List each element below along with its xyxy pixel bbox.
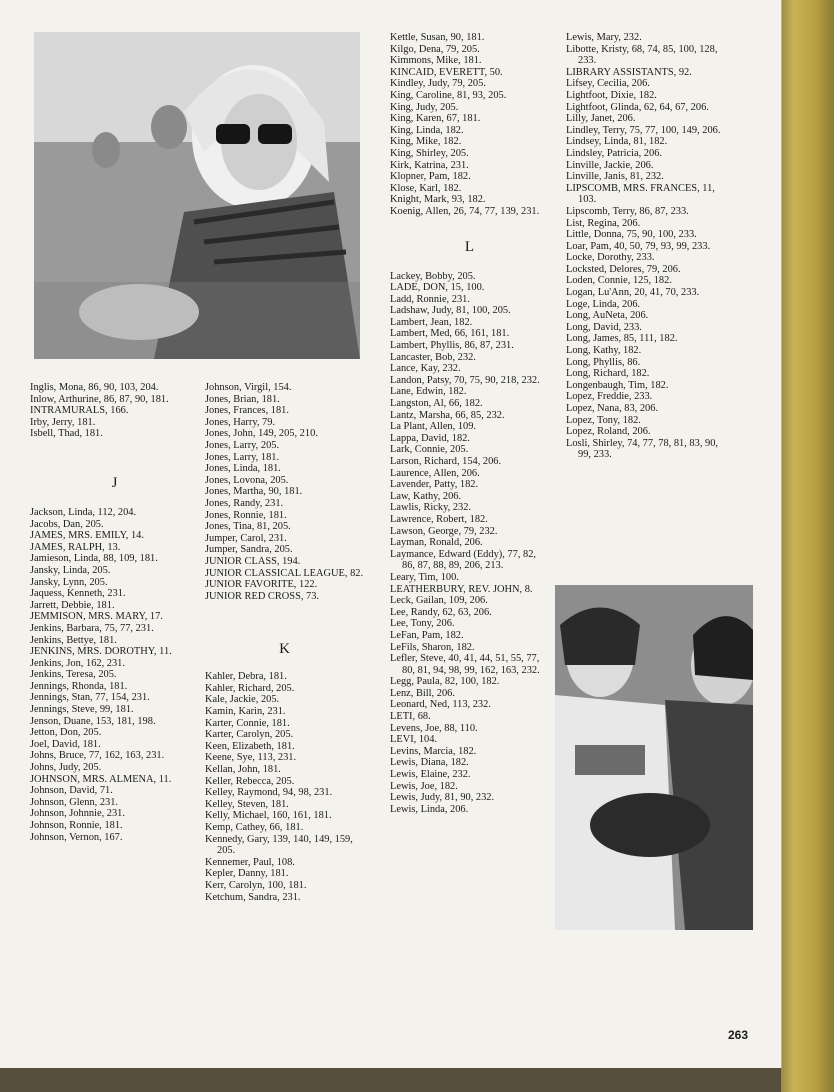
index-entry: Lee, Randy, 62, 63, 206.: [390, 606, 492, 618]
index-list-j: [30, 507, 200, 843]
index-entry: Lance, Kay, 232.: [390, 363, 461, 375]
index-entry: Ketchum, Sandra, 231.: [205, 891, 301, 903]
index-entry: Leary, Tim, 100.: [390, 571, 459, 583]
index-entry: Locksted, Delores, 79, 206.: [566, 263, 681, 275]
index-entry: Jansky, Lynn, 205.: [30, 576, 108, 588]
index-entry: Jaquess, Kenneth, 231.: [30, 588, 126, 600]
index-entry: Locke, Dorothy, 233.: [566, 252, 655, 264]
index-entry: LeFan, Pam, 182.: [390, 629, 464, 641]
index-entry: Jones, John, 149, 205, 210.: [205, 428, 318, 440]
index-entry: Lindley, Terry, 75, 77, 100, 149, 206.: [566, 124, 721, 136]
index-entry: Jarrett, Debbie, 181.: [30, 599, 115, 611]
index-entry: Long, AuNeta, 206.: [566, 310, 649, 322]
index-entry: Johnson, Johnnie, 231.: [30, 808, 125, 820]
index-entry: LEATHERBURY, REV. JOHN, 8.: [390, 583, 533, 595]
index-entry: Keen, Elizabeth, 181.: [205, 740, 295, 752]
index-entry: Jumper, Sandra, 205.: [205, 544, 293, 556]
index-entry: JOHNSON, MRS. ALMENA, 11.: [30, 773, 172, 785]
index-entry: Lindsey, Linda, 81, 182.: [566, 136, 668, 148]
index-list-j-cont: [205, 382, 365, 602]
index-entry: Lefler, Steve, 40, 41, 44, 51, 55, 77, 80, 81, 94, 98, 99, 162, 163, 232.: [390, 653, 540, 676]
index-entry: Jenkins, Teresa, 205.: [30, 669, 117, 681]
index-column-1: [30, 382, 200, 843]
index-list-k: [205, 671, 365, 903]
index-entry: Inglis, Mona, 86, 90, 103, 204.: [30, 382, 159, 393]
index-column-3: [390, 32, 550, 815]
index-entry: King, Mike, 182.: [390, 136, 462, 148]
index-entry: Lewis, Joe, 182.: [390, 780, 458, 792]
index-entry: Lambert, Med, 66, 161, 181.: [390, 328, 510, 340]
index-entry: Linville, Janis, 81, 232.: [566, 171, 664, 183]
index-entry: Koenig, Allen, 26, 74, 77, 139, 231.: [390, 205, 540, 217]
index-entry: Lenz, Bill, 206.: [390, 687, 455, 699]
index-entry: Long, Richard, 182.: [566, 368, 650, 380]
index-entry: Lavender, Patty, 182.: [390, 479, 479, 491]
section-letter-j: J: [111, 474, 119, 491]
index-entry: Jones, Brian, 181.: [205, 393, 280, 405]
section-letter-k: K: [279, 641, 291, 658]
index-entry: Lipscomb, Terry, 86, 87, 233.: [566, 205, 689, 217]
index-entry: Jones, Frances, 181.: [205, 405, 289, 417]
index-entry: Johns, Judy, 205.: [30, 762, 102, 774]
index-entry: Jones, Tina, 81, 205.: [205, 521, 291, 533]
index-entry: Levens, Joe, 88, 110.: [390, 722, 478, 734]
index-entry: Lackey, Bobby, 205.: [390, 270, 476, 282]
index-entry: Lawson, George, 79, 232.: [390, 525, 498, 537]
index-entry: Jennings, Rhonda, 181.: [30, 680, 128, 692]
index-entry: Ladshaw, Judy, 81, 100, 205.: [390, 305, 511, 317]
index-entry: Losli, Shirley, 74, 77, 78, 81, 83, 90, 99, 233.: [566, 437, 719, 461]
index-entry: INTRAMURALS, 166.: [30, 405, 129, 417]
index-entry: Johnson, Ronnie, 181.: [30, 820, 123, 831]
index-entry: Levins, Marcia, 182.: [390, 745, 477, 757]
index-entry: King, Caroline, 81, 93, 205.: [390, 89, 507, 101]
index-entry: Lightfoot, Dixie, 182.: [566, 89, 657, 101]
index-list-l-cont: [566, 32, 726, 461]
index-entry: Layman, Ronald, 206.: [390, 537, 483, 549]
index-entry: Lane, Edwin, 182.: [390, 386, 467, 398]
index-entry: Longenbaugh, Tim, 182.: [566, 379, 669, 391]
index-entry: Keene, Sye, 113, 231.: [205, 752, 297, 764]
index-entry: Kemp, Cathey, 66, 181.: [205, 822, 304, 833]
index-entry: Johnson, Vernon, 167.: [30, 831, 123, 843]
index-entry: Kellan, John, 181.: [205, 764, 281, 776]
index-column-4: [566, 32, 726, 461]
index-entry: Lambert, Jean, 182.: [390, 316, 473, 328]
index-entry: Jansky, Linda, 205.: [30, 564, 111, 576]
index-entry: Lantz, Marsha, 66, 85, 232.: [390, 409, 505, 421]
index-entry: Laurence, Allen, 206.: [390, 467, 480, 479]
section-letter-l: L: [464, 238, 476, 255]
index-entry: Jenkins, Bettye, 181.: [30, 634, 117, 646]
index-entry: JUNIOR FAVORITE, 122.: [205, 579, 318, 591]
index-column-2: [205, 382, 365, 903]
index-entry: Jones, Harry, 79.: [205, 416, 276, 428]
index-list-l: [390, 271, 550, 816]
gold-page-edge: [776, 0, 834, 1092]
index-entry: Legg, Paula, 82, 100, 182.: [390, 676, 500, 688]
index-entry: Loden, Connie, 125, 182.: [566, 275, 672, 287]
index-entry: Jones, Martha, 90, 181.: [205, 486, 303, 498]
index-entry: King, Judy, 205.: [390, 101, 459, 113]
index-entry: LEVI, 104.: [390, 734, 438, 746]
index-entry: Kirk, Katrina, 231.: [390, 159, 469, 171]
index-entry: Jumper, Carol, 231.: [205, 532, 287, 544]
index-entry: Lewis, Elaine, 232.: [390, 769, 471, 781]
index-entry: Kahler, Richard, 205.: [205, 682, 295, 694]
index-entry: LETI, 68.: [390, 711, 431, 723]
index-entry: JAMES, RALPH, 13.: [30, 541, 121, 553]
index-entry: LIPSCOMB, MRS. FRANCES, 11, 103.: [566, 182, 715, 206]
index-entry: Joel, David, 181.: [30, 738, 101, 750]
index-entry: Jones, Larry, 205.: [205, 439, 280, 451]
index-entry: Kimmons, Mike, 181.: [390, 55, 482, 67]
index-entry: Johnson, David, 71.: [30, 785, 113, 797]
index-entry: Inlow, Arthurine, 86, 87, 90, 181.: [30, 393, 169, 405]
index-entry: Libotte, Kristy, 68, 74, 85, 100, 128, 233.: [566, 43, 718, 67]
page-number: 263: [728, 1028, 749, 1042]
index-entry: Lawlis, Ricky, 232.: [390, 502, 471, 514]
index-entry: Isbell, Thad, 181.: [30, 428, 103, 440]
photo-students-group-illustration: [555, 585, 753, 930]
index-entry: JAMES, MRS. EMILY, 14.: [30, 530, 144, 542]
index-entry: Lambert, Phyllis, 86, 87, 231.: [390, 340, 514, 352]
index-entry: LeFils, Sharon, 182.: [390, 641, 475, 653]
index-entry: Karter, Carolyn, 205.: [205, 729, 294, 741]
index-entry: Karter, Connie, 181.: [205, 717, 290, 729]
index-entry: Jennings, Steve, 99, 181.: [30, 704, 134, 716]
index-entry: Lappa, David, 182.: [390, 432, 470, 444]
index-entry: Long, Kathy, 182.: [566, 345, 642, 357]
index-entry: Ladd, Ronnie, 231.: [390, 293, 470, 305]
index-entry: Linville, Jackie, 206.: [566, 159, 654, 171]
index-entry: Johnson, Glenn, 231.: [30, 796, 119, 808]
index-entry: Kamin, Karin, 231.: [205, 706, 286, 718]
index-entry: Jennings, Stan, 77, 154, 231.: [30, 692, 150, 704]
index-entry: Irby, Jerry, 181.: [30, 416, 96, 428]
index-entry: Long, James, 85, 111, 182.: [566, 333, 678, 345]
index-entry: Kepler, Danny, 181.: [205, 868, 289, 880]
index-entry: KINCAID, EVERETT, 50.: [390, 66, 503, 78]
photo-student-headset: [34, 32, 360, 359]
index-entry: Johnson, Virgil, 154.: [205, 382, 292, 393]
index-entry: Little, Donna, 75, 90, 100, 233.: [566, 229, 697, 241]
index-entry: Logan, Lu'Ann, 20, 41, 70, 233.: [566, 287, 700, 299]
index-entry: Leck, Gailan, 109, 206.: [390, 595, 488, 607]
index-entry: Jones, Larry, 181.: [205, 451, 280, 463]
index-entry: Lindsley, Patricia, 206.: [566, 147, 662, 159]
index-entry: Lewis, Linda, 206.: [390, 803, 469, 815]
photo-students-group: [555, 585, 753, 930]
index-entry: Lewis, Diana, 182.: [390, 757, 469, 769]
index-entry: Johns, Bruce, 77, 162, 163, 231.: [30, 750, 165, 762]
index-entry: Keller, Rebecca, 205.: [205, 775, 295, 787]
index-entry: Lopez, Roland, 206.: [566, 426, 651, 438]
index-entry: Klopner, Pam, 182.: [390, 171, 471, 183]
index-entry: King, Shirley, 205.: [390, 147, 469, 159]
index-entry: Jenkins, Barbara, 75, 77, 231.: [30, 622, 154, 634]
index-entry: Lancaster, Bob, 232.: [390, 351, 476, 363]
index-entry: Jones, Ronnie, 181.: [205, 509, 287, 521]
index-entry: Lewis, Mary, 232.: [566, 32, 642, 43]
index-entry: Jenson, Duane, 153, 181, 198.: [30, 715, 156, 727]
index-entry: Long, Phyllis, 86.: [566, 356, 641, 368]
index-entry: LIBRARY ASSISTANTS, 92.: [566, 66, 692, 78]
index-entry: Jackson, Linda, 112, 204.: [30, 506, 137, 518]
index-entry: Kennedy, Gary, 139, 140, 149, 159, 205.: [205, 833, 353, 857]
index-entry: Jenkins, Jon, 162, 231.: [30, 657, 125, 669]
index-entry: King, Linda, 182.: [390, 124, 464, 136]
index-entry: King, Karen, 67, 181.: [390, 113, 481, 125]
index-entry: Kettle, Susan, 90, 181.: [390, 32, 485, 43]
index-entry: Lilly, Janet, 206.: [566, 113, 636, 125]
index-entry: Lewis, Judy, 81, 90, 232.: [390, 792, 495, 804]
index-entry: Loge, Linda, 206.: [566, 298, 641, 310]
index-entry: JEMMISON, MRS. MARY, 17.: [30, 611, 163, 623]
index-entry: Kelley, Steven, 181.: [205, 798, 289, 810]
index-entry: Jones, Linda, 181.: [205, 463, 281, 475]
index-entry: JUNIOR CLASS, 194.: [205, 555, 301, 567]
index-entry: Leonard, Ned, 113, 232.: [390, 699, 491, 711]
index-entry: Klose, Karl, 182.: [390, 182, 462, 194]
index-entry: Jamieson, Linda, 88, 109, 181.: [30, 553, 158, 565]
index-entry: Kelley, Raymond, 94, 98, 231.: [205, 787, 333, 799]
index-entry: Long, David, 233.: [566, 321, 642, 333]
index-entry: Kennemer, Paul, 108.: [205, 856, 295, 868]
index-entry: JUNIOR CLASSICAL LEAGUE, 82.: [205, 567, 364, 579]
index-entry: Kilgo, Dena, 79, 205.: [390, 43, 480, 55]
index-entry: Knight, Mark, 93, 182.: [390, 194, 486, 206]
index-entry: Kahler, Debra, 181.: [205, 671, 287, 683]
index-entry: Larson, Richard, 154, 206.: [390, 456, 502, 467]
index-entry: Lark, Connie, 205.: [390, 444, 469, 456]
photo-student-headset-illustration: [34, 32, 360, 359]
page-bottom-shadow: [0, 1068, 781, 1092]
index-entry: JUNIOR RED CROSS, 73.: [205, 590, 320, 602]
index-entry: Langston, Al, 66, 182.: [390, 398, 483, 410]
index-entry: Kelly, Michael, 160, 161, 181.: [205, 810, 332, 822]
index-entry: Lightfoot, Glinda, 62, 64, 67, 206.: [566, 101, 709, 113]
index-entry: Lopez, Nana, 83, 206.: [566, 403, 659, 414]
index-entry: Kindley, Judy, 79, 205.: [390, 78, 486, 90]
index-entry: Lopez, Freddie, 233.: [566, 391, 653, 403]
index-entry: Law, Kathy, 206.: [390, 490, 462, 502]
index-list-i: [30, 382, 200, 440]
index-entry: La Plant, Allen, 109.: [390, 421, 477, 433]
index-list-k-cont: [390, 32, 550, 218]
index-entry: Jones, Lovona, 205.: [205, 474, 289, 486]
index-entry: Kale, Jackie, 205.: [205, 694, 280, 706]
index-entry: Kerr, Carolyn, 100, 181.: [205, 879, 307, 891]
index-entry: Lawrence, Robert, 182.: [390, 513, 488, 525]
index-entry: List, Regina, 206.: [566, 217, 641, 229]
index-entry: Lifsey, Cecilia, 206.: [566, 78, 650, 90]
index-entry: Jetton, Don, 205.: [30, 727, 102, 739]
index-entry: Jones, Randy, 231.: [205, 497, 284, 509]
index-entry: Lopez, Tony, 182.: [566, 414, 641, 426]
index-entry: LADE, DON, 15, 100.: [390, 282, 485, 294]
index-entry: Lee, Tony, 206.: [390, 618, 455, 630]
index-entry: Loar, Pam, 40, 50, 79, 93, 99, 233.: [566, 240, 711, 252]
index-entry: Jacobs, Dan, 205.: [30, 518, 104, 530]
index-entry: JENKINS, MRS. DOROTHY, 11.: [30, 646, 172, 658]
index-entry: Landon, Patsy, 70, 75, 90, 218, 232.: [390, 374, 540, 386]
index-entry: Laymance, Edward (Eddy), 77, 82, 86, 87, 88, 89, 206, 213.: [390, 548, 536, 572]
